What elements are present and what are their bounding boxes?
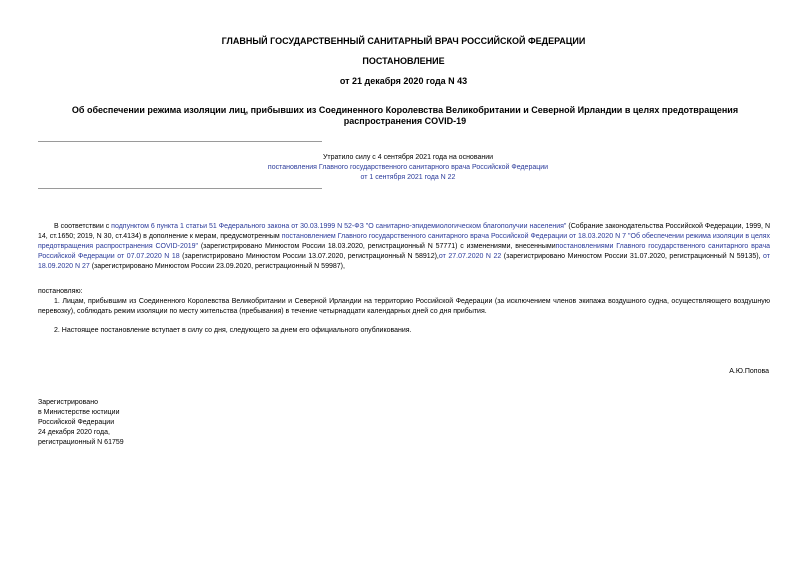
registration-line: Зарегистрировано <box>38 399 98 406</box>
issuing-authority: ГЛАВНЫЙ ГОСУДАРСТВЕННЫЙ САНИТАРНЫЙ ВРАЧ РОССИЙСКОЙ ФЕДЕРАЦИИ <box>221 36 586 46</box>
registration-line: в Министерстве юстиции <box>38 409 120 416</box>
registration-line: Российской Федерации <box>38 419 115 426</box>
document-title: Об обеспечении режима изоляции лиц, прибывших из Соединенного Королевства Великобритании и Северной Ирландии в целях предотвращения распространения COVID-19 <box>71 105 739 126</box>
divider-bottom <box>38 188 322 189</box>
document-type: ПОСТАНОВЛЕНИЕ <box>362 56 445 66</box>
registration-line: 24 декабря 2020 года, <box>38 429 110 436</box>
repeal-basis-link[interactable]: постановления Главного государственного санитарного врача Российской Федерации <box>267 164 549 171</box>
basis-text-1: В соответствии с <box>54 223 112 230</box>
registration-block <box>38 398 124 448</box>
basis-text-3: (зарегистрировано Минюстом России 18.03.2020, регистрационный N 57771) с изменениями, внесенными <box>198 243 556 250</box>
document-date-number: от 21 декабря 2020 года N 43 <box>339 76 468 86</box>
repeal-note <box>38 153 778 183</box>
repeal-basis-date-link[interactable]: от 1 сентября 2021 года N 22 <box>360 174 456 181</box>
basis-text-2: (Собрание законодательства Российской Федерации, 1999, N 14, ст.1650; 2019, N 30, ст.4134) в дополнение к мерам, предусмотренным <box>38 223 771 240</box>
resolution-7-link[interactable]: постановлением Главного государственного санитарного врача Российской Федерации от 18.03.2020 N 7 "Об обеспечении режима изоляции в целях предотвращения распространения COVID-2019" <box>38 233 771 250</box>
resolution-22-link[interactable]: от 27.07.2020 N 22 <box>438 253 502 260</box>
law-reference-link[interactable]: подпунктом 6 пункта 1 статьи 51 Федерального закона от 30.03.1999 N 52-ФЗ "О санитарно-эпидемиологическом благополучии населения" <box>111 223 567 230</box>
signature: А.Ю.Попова <box>729 368 769 375</box>
basis-text-6: (зарегистрировано Минюстом России 23.09.2020, регистрационный N 59987), <box>89 263 345 270</box>
divider-top <box>38 141 322 142</box>
item-2: 2. Настоящее постановление вступает в силу со дня, следующего за днем его официального опубликования. <box>54 327 412 334</box>
basis-text-5: (зарегистрировано Минюстом России 31.07.2020, регистрационный N 59135), <box>501 253 764 260</box>
registration-line: регистрационный N 61759 <box>38 439 124 446</box>
resolution-27-link[interactable]: от 18.09.2020 N 27 <box>38 253 770 270</box>
resolution-18-link[interactable]: постановлениями Главного государственного санитарного врача Российской Федерации от 07.07.2020 N 18 <box>38 243 771 260</box>
basis-paragraph <box>38 222 770 272</box>
basis-text-4: (зарегистрировано Минюстом России 13.07.2020, регистрационный N 58912), <box>179 253 439 260</box>
repeal-note-text: Утратило силу с 4 сентября 2021 года на основании <box>322 154 494 161</box>
item-1: 1. Лицам, прибывшим из Соединенного Королевства Великобритании и Северной Ирландии на территорию Российской Федерации (за исключением членов экипажа воздушного судна, осуществляющего воздушную перевозку), соблюдать режим изоляции по месту жительства (пребывания) в течение четырнадцати календарных дней со дня прибытия. <box>38 298 770 315</box>
resolves-label: постановляю: <box>38 288 83 295</box>
